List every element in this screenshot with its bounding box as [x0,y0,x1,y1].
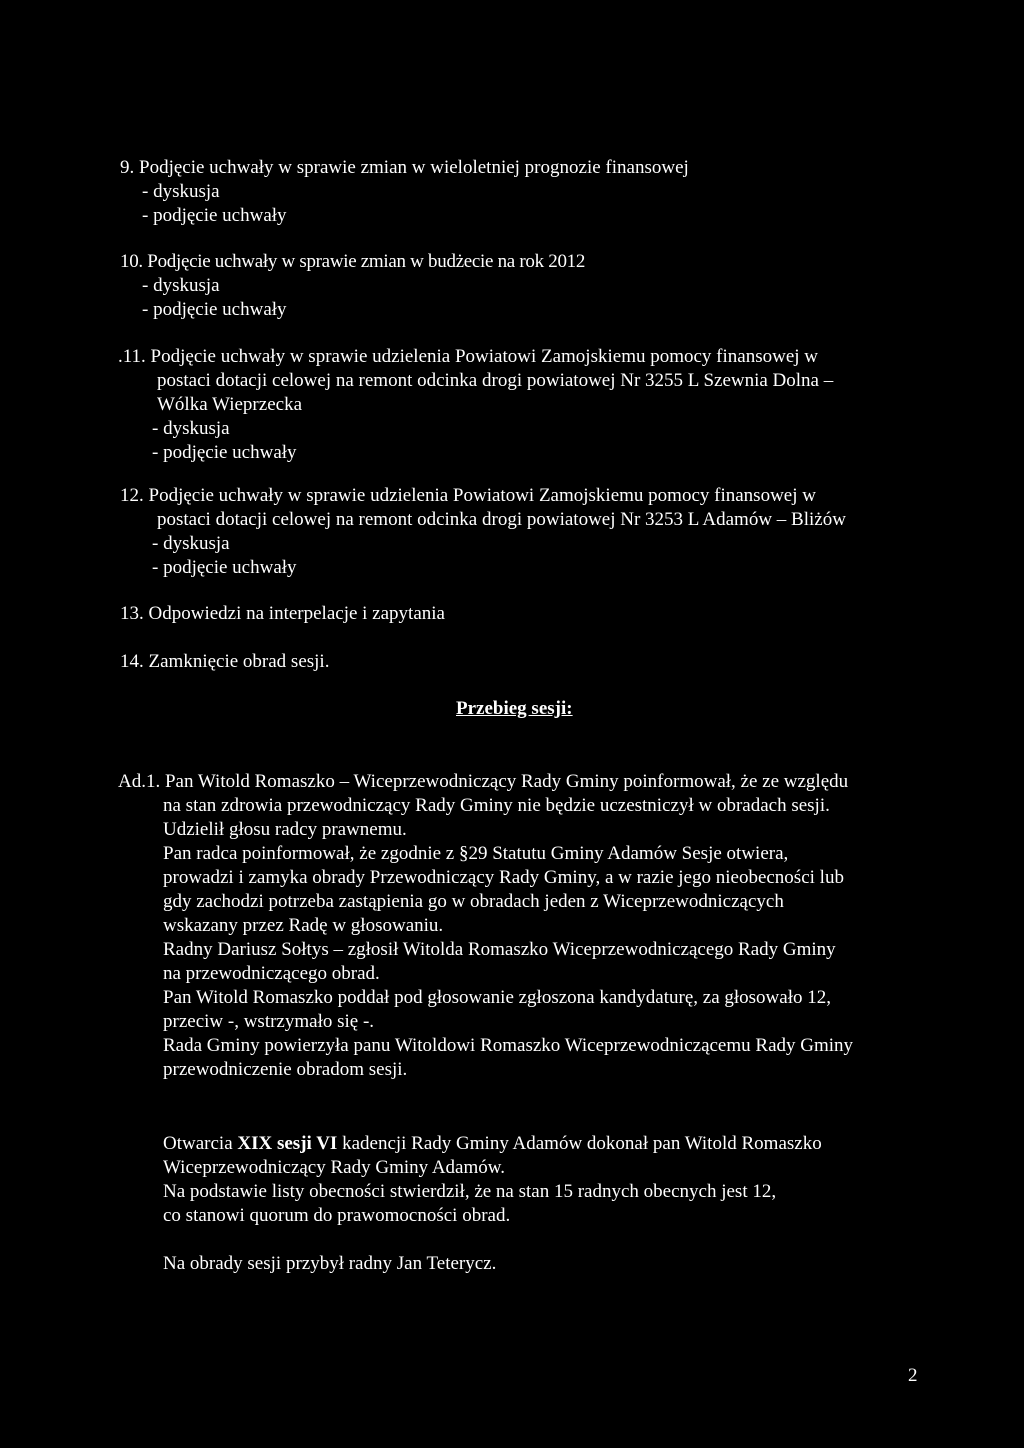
opening-line-4: co stanowi quorum do prawomocności obrad. [163,1205,511,1226]
page-number: 2 [908,1365,918,1386]
agenda-item-12-line2: postaci dotacji celowej na remont odcinka drogi powiatowej Nr 3253 L Adamów – Bliżów [157,509,846,530]
ad1-line-1: Ad.1. Pan Witold Romaszko – Wiceprzewodniczący Rady Gminy poinformował, że ze względu [118,771,849,792]
ad1-line-5: prowadzi i zamyka obrady Przewodniczący Rady Gminy, a w razie jego nieobecności lub [163,867,844,888]
agenda-item-11-line1: .11. Podjęcie uchwały w sprawie udzielenia Powiatowi Zamojskiemu pomocy finansowej w [118,346,819,367]
agenda-item-9-title: 9. Podjęcie uchwały w sprawie zmian w wieloletniej prognozie finansowej [120,157,689,178]
agenda-item-11-resolution: - podjęcie uchwały [152,442,297,463]
agenda-item-9-resolution: - podjęcie uchwały [142,205,287,226]
agenda-item-10-discussion: - dyskusja [142,275,220,296]
ad1-line-12: Rada Gminy powierzyła panu Witoldowi Romaszko Wiceprzewodniczącemu Rady Gminy [163,1035,854,1056]
opening-line-2: Wiceprzewodniczący Rady Gminy Adamów. [163,1157,505,1178]
opening-line-1 [163,1132,822,1156]
ad1-line-9: na przewodniczącego obrad. [163,963,380,984]
ad1-line-10: Pan Witold Romaszko poddał pod głosowanie zgłoszona kandydaturę, za głosowało 12, [163,987,831,1008]
agenda-item-12-line1: 12. Podjęcie uchwały w sprawie udzielenia Powiatowi Zamojskiemu pomocy finansowej w [120,485,816,506]
agenda-item-14: 14. Zamknięcie obrad sesji. [120,651,330,672]
ad1-line-11: przeciw -, wstrzymało się -. [163,1011,375,1032]
agenda-item-11-discussion: - dyskusja [152,418,230,439]
agenda-item-12-resolution: - podjęcie uchwały [152,557,297,578]
arrival-note: Na obrady sesji przybył radny Jan Teterycz. [163,1253,497,1274]
ad1-line-7: wskazany przez Radę w głosowaniu. [163,915,444,936]
ad1-line-2: na stan zdrowia przewodniczący Rady Gminy nie będzie uczestniczył w obradach sesji. [163,795,830,816]
session-number: XIX sesji VI [237,1133,338,1154]
ad1-line-8: Radny Dariusz Sołtys – zgłosił Witolda Romaszko Wiceprzewodniczącego Rady Gminy [163,939,836,960]
agenda-item-11-line3: Wólka Wieprzecka [157,394,302,415]
agenda-item-10-title: 10. Podjęcie uchwały w sprawie zmian w budżecie na rok 2012 [120,251,586,272]
opening-line-3: Na podstawie listy obecności stwierdził, że na stan 15 radnych obecnych jest 12, [163,1181,777,1202]
ad1-line-13: przewodniczenie obradom sesji. [163,1059,408,1080]
agenda-item-12-discussion: - dyskusja [152,533,230,554]
ad1-line-3: Udzielił głosu radcy prawnemu. [163,819,407,840]
opening-line-1-pre: Otwarcia [163,1133,238,1154]
section-heading: Przebieg sesji: [456,698,573,719]
ad1-line-4: Pan radca poinformował, że zgodnie z §29 Statutu Gminy Adamów Sesje otwiera, [163,843,789,864]
agenda-item-11-line2: postaci dotacji celowej na remont odcinka drogi powiatowej Nr 3255 L Szewnia Dolna – [157,370,834,391]
agenda-item-9-discussion: - dyskusja [142,181,220,202]
agenda-item-10-resolution: - podjęcie uchwały [142,299,287,320]
opening-line-1-post: kadencji Rady Gminy Adamów dokonał pan Witold Romaszko [337,1133,822,1154]
ad1-line-6: gdy zachodzi potrzeba zastąpienia go w obradach jeden z Wiceprzewodniczących [163,891,784,912]
agenda-item-13: 13. Odpowiedzi na interpelacje i zapytania [120,603,445,624]
